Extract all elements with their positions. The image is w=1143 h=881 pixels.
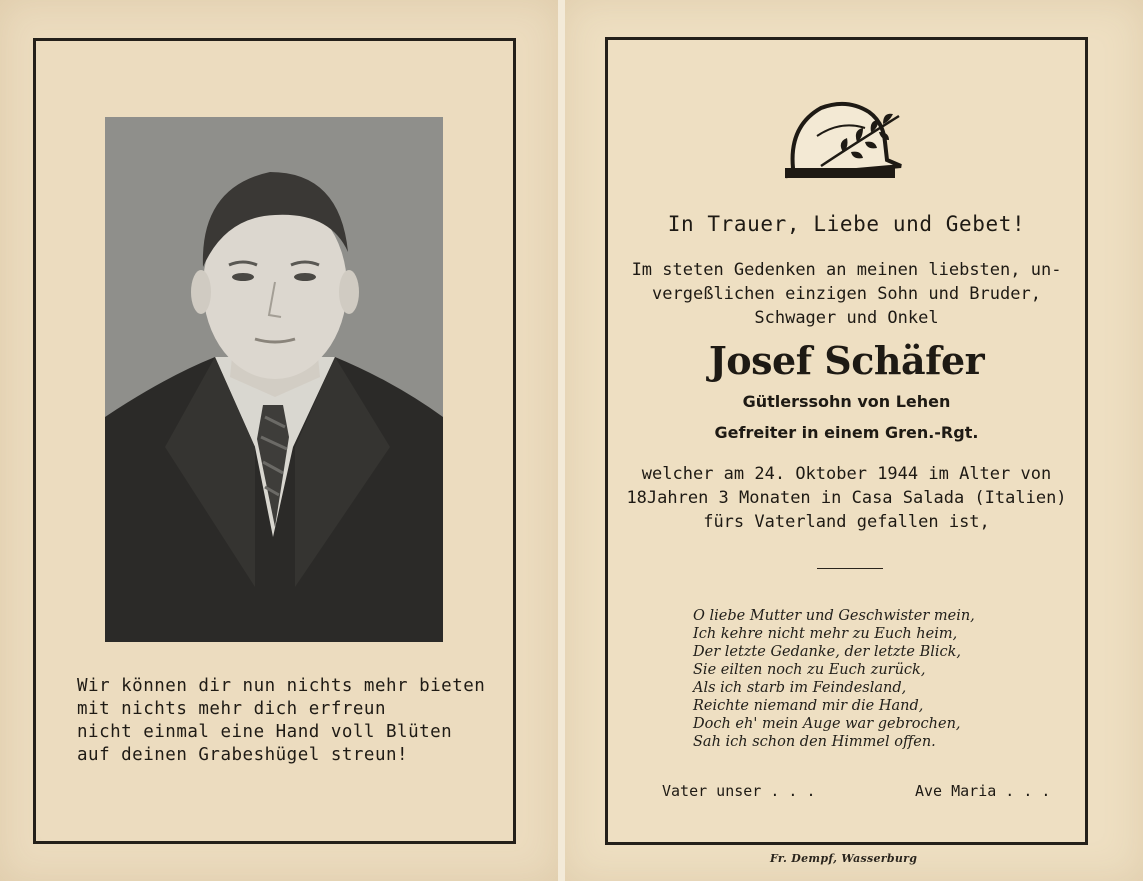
deceased-name: Josef Schäfer (708, 338, 985, 383)
portrait-photo (105, 117, 443, 642)
heading: In Trauer, Liebe und Gebet! (667, 212, 1026, 236)
death-line: 18Jahren 3 Monaten in Casa Salada (Italien) (626, 488, 1067, 508)
poem-line: Doch eh' mein Auge war gebrochen, (693, 716, 961, 732)
memorial-verse (77, 675, 497, 767)
death-line: welcher am 24. Oktober 1944 im Alter von (641, 464, 1052, 484)
poem (693, 607, 1053, 751)
death-notice (605, 462, 1088, 534)
verse-line: mit nichts mehr dich erfreun (77, 699, 387, 719)
verse-line: nicht einmal eine Hand voll Blüten (77, 722, 453, 742)
left-card (0, 0, 558, 881)
poem-line: Als ich starb im Feindesland, (693, 680, 907, 696)
portrait-illustration (105, 117, 443, 642)
prayer-ave-maria: Ave Maria . . . (915, 782, 1051, 800)
intro-line: Im steten Gedenken an meinen liebsten, un- (631, 260, 1062, 280)
card-gap (558, 0, 565, 881)
poem-line: Sah ich schon den Himmel offen. (693, 734, 936, 750)
poem-line: O liebe Mutter und Geschwister mein, (693, 608, 975, 624)
verse-line: auf deinen Grabeshügel streun! (77, 745, 409, 765)
divider (817, 568, 883, 569)
helmet-laurel-icon (781, 96, 911, 182)
death-line: fürs Vaterland gefallen ist, (703, 512, 990, 532)
prayer-vater-unser: Vater unser . . . (662, 782, 816, 800)
poem-line: Ich kehre nicht mehr zu Euch heim, (693, 626, 958, 642)
origin-line: Gütlerssohn von Lehen (742, 392, 951, 411)
printer-imprint: Fr. Dempf, Wasserburg (770, 852, 918, 865)
intro-line: Schwager und Onkel (754, 308, 939, 328)
verse-line: Wir können dir nun nichts mehr bieten (77, 676, 486, 696)
poem-line: Reichte niemand mir die Hand, (693, 698, 924, 714)
intro-line: vergeßlichen einzigen Sohn und Bruder, (652, 284, 1041, 304)
poem-line: Sie eilten noch zu Euch zurück, (693, 662, 926, 678)
intro-text (605, 258, 1088, 330)
poem-line: Der letzte Gedanke, der letzte Blick, (693, 644, 962, 660)
rank-line: Gefreiter in einem Gren.-Rgt. (714, 423, 979, 442)
right-card (565, 0, 1143, 881)
